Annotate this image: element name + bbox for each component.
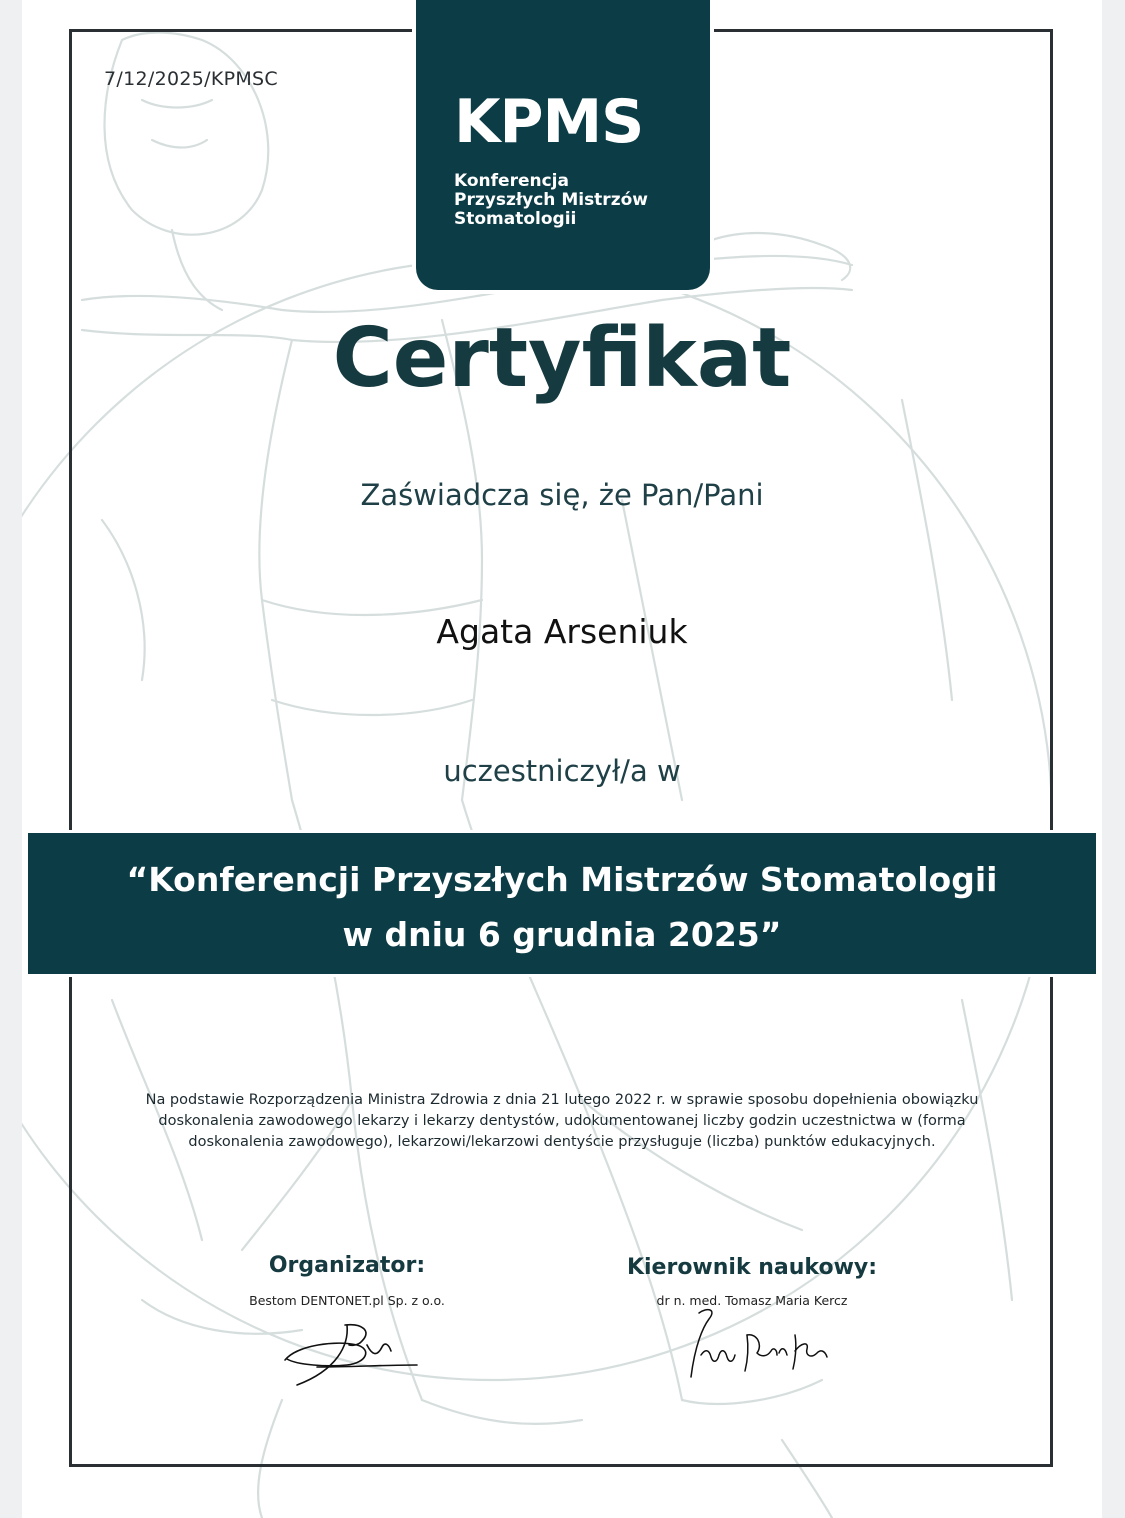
certify-statement: Zaświadcza się, że Pan/Pani [360, 478, 764, 512]
organizer-name: Bestom DENTONET.pl Sp. z o.o. [249, 1293, 445, 1308]
logo-subtitle-line-1: Konferencja [454, 171, 569, 191]
participant-name: Agata Arseniuk [436, 612, 688, 651]
scientific-director-name: dr n. med. Tomasz Maria Kercz [656, 1293, 848, 1308]
event-date-line: w dniu 6 grudnia 2025” [342, 915, 782, 954]
participation-statement: uczestniczył/a w [443, 754, 681, 788]
logo-acronym: KPMS [454, 87, 644, 157]
document-number: 7/12/2025/KPMSC [104, 68, 278, 90]
event-name-line: “Konferencji Przyszłych Mistrzów Stomatologii [126, 860, 998, 899]
certificate-sheet [22, 0, 1102, 1518]
certificate-title: Certyfikat [332, 311, 792, 406]
kpms-logo-block [416, 0, 710, 290]
scientific-director-signature [677, 1305, 837, 1385]
legal-basis-text: Na podstawie Rozporządzenia Ministra Zdrowia z dnia 21 lutego 2022 r. w sprawie sposobu dopełnienia obowiązku doskonalenia zawodowego lekarzy i lekarzy dentystów, udokumentowanej liczby godzin uczestnictwa w (forma doskonalenia zawodowego), lekarzowi/lekarzowi dentyście przysługuje (liczba) punktów edukacyjnych. [145, 1092, 979, 1150]
logo-subtitle-line-3: Stomatologii [454, 209, 577, 229]
logo-subtitle-line-2: Przyszłych Mistrzów [454, 190, 648, 210]
organizer-signature [277, 1315, 437, 1395]
organizer-heading: Organizator: [268, 1253, 426, 1278]
scientific-director-heading: Kierownik naukowy: [626, 1255, 878, 1280]
event-banner [28, 833, 1096, 974]
